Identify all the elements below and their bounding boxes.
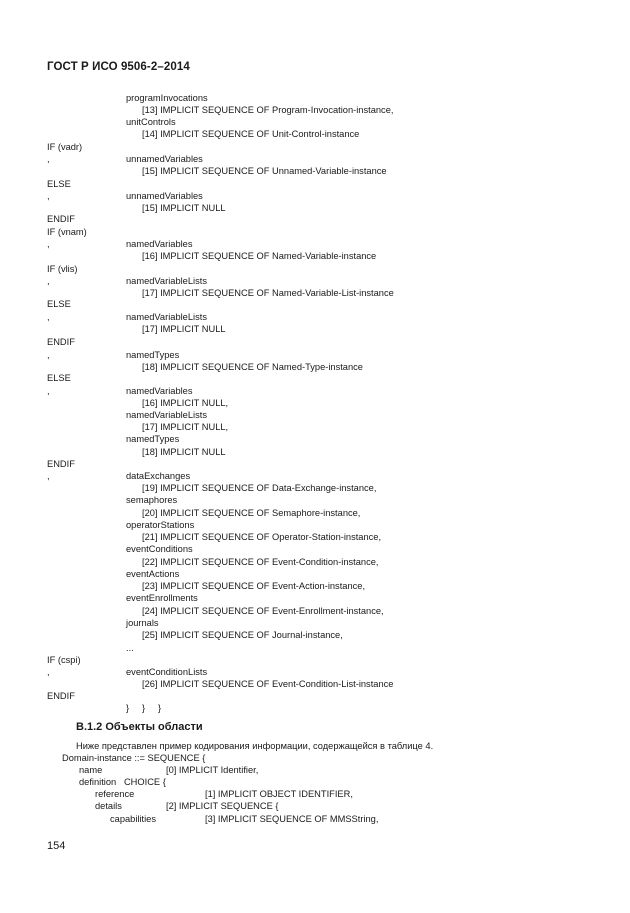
code-line: namedVariableLists bbox=[126, 276, 207, 286]
code-line: [20] IMPLICIT SEQUENCE OF Semaphore-instance, bbox=[142, 508, 361, 518]
code-line: ENDIF bbox=[47, 459, 75, 469]
code-line: , bbox=[47, 191, 50, 201]
section-heading: B.1.2 Объекты области bbox=[76, 721, 203, 733]
code-line: namedVariables bbox=[126, 386, 193, 396]
code-line: dataExchanges bbox=[126, 471, 191, 481]
code-line: [14] IMPLICIT SEQUENCE OF Unit-Control-instance bbox=[142, 129, 360, 139]
code-line: [16] IMPLICIT SEQUENCE OF Named-Variable-instance bbox=[142, 251, 377, 261]
code-line: IF (cspi) bbox=[47, 655, 81, 665]
domain-code-line: name bbox=[79, 765, 103, 775]
code-line: [13] IMPLICIT SEQUENCE OF Program-Invocation-instance, bbox=[142, 105, 394, 115]
code-line: [23] IMPLICIT SEQUENCE OF Event-Action-instance, bbox=[142, 581, 366, 591]
code-line: namedVariables bbox=[126, 239, 193, 249]
code-line: eventConditions bbox=[126, 544, 193, 554]
code-line: [18] IMPLICIT SEQUENCE OF Named-Type-instance bbox=[142, 362, 363, 372]
code-line: [15] IMPLICIT NULL bbox=[142, 203, 226, 213]
code-line: , bbox=[47, 239, 50, 249]
code-line: namedTypes bbox=[126, 434, 180, 444]
code-line: IF (vadr) bbox=[47, 142, 83, 152]
code-line: eventEnrollments bbox=[126, 593, 198, 603]
code-line: [24] IMPLICIT SEQUENCE OF Event-Enrollment-instance, bbox=[142, 606, 384, 616]
domain-code-line: capabilities bbox=[110, 814, 156, 824]
code-line: namedVariableLists bbox=[126, 410, 207, 420]
code-line: [26] IMPLICIT SEQUENCE OF Event-Condition-List-instance bbox=[142, 679, 394, 689]
code-line: [17] IMPLICIT SEQUENCE OF Named-Variable-List-instance bbox=[142, 288, 394, 298]
code-line: [21] IMPLICIT SEQUENCE OF Operator-Station-instance, bbox=[142, 532, 382, 542]
domain-code-line: [1] IMPLICIT OBJECT IDENTIFIER, bbox=[205, 789, 353, 799]
domain-code-line: definition CHOICE { bbox=[79, 777, 166, 787]
code-line: [17] IMPLICIT NULL bbox=[142, 324, 226, 334]
domain-code-line: Domain-instance ::= SEQUENCE { bbox=[62, 753, 206, 763]
code-line: ... bbox=[126, 643, 134, 653]
code-line: unnamedVariables bbox=[126, 154, 203, 164]
code-line: IF (vnam) bbox=[47, 227, 87, 237]
code-line: semaphores bbox=[126, 495, 178, 505]
domain-code-line: reference bbox=[95, 789, 135, 799]
code-line: [18] IMPLICIT NULL bbox=[142, 447, 226, 457]
code-line: programInvocations bbox=[126, 93, 208, 103]
code-line: [15] IMPLICIT SEQUENCE OF Unnamed-Variable-instance bbox=[142, 166, 387, 176]
code-line: [19] IMPLICIT SEQUENCE OF Data-Exchange-instance, bbox=[142, 483, 377, 493]
code-line: ENDIF bbox=[47, 337, 75, 347]
code-line: ELSE bbox=[47, 179, 71, 189]
domain-code-line: [2] IMPLICIT SEQUENCE { bbox=[166, 801, 279, 811]
code-line: [17] IMPLICIT NULL, bbox=[142, 422, 229, 432]
code-line: operatorStations bbox=[126, 520, 195, 530]
code-line: IF (vlis) bbox=[47, 264, 78, 274]
code-line: [22] IMPLICIT SEQUENCE OF Event-Condition-instance, bbox=[142, 557, 379, 567]
code-line: , bbox=[47, 350, 50, 360]
code-line: namedTypes bbox=[126, 350, 180, 360]
code-line: journals bbox=[126, 618, 159, 628]
code-line: ELSE bbox=[47, 373, 71, 383]
code-line: , bbox=[47, 312, 50, 322]
code-line: eventConditionLists bbox=[126, 667, 208, 677]
code-line: ENDIF bbox=[47, 214, 75, 224]
code-line: [25] IMPLICIT SEQUENCE OF Journal-instance, bbox=[142, 630, 343, 640]
code-line: , bbox=[47, 667, 50, 677]
code-line: , bbox=[47, 276, 50, 286]
code-line: } } } bbox=[126, 703, 162, 713]
code-line: ENDIF bbox=[47, 691, 75, 701]
page-header-title: ГОСТ Р ИСО 9506-2–2014 bbox=[47, 61, 190, 73]
code-line: unitControls bbox=[126, 117, 176, 127]
code-line: eventActions bbox=[126, 569, 180, 579]
domain-code-line: [3] IMPLICIT SEQUENCE OF MMSString, bbox=[205, 814, 379, 824]
intro-paragraph: Ниже представлен пример кодирования информации, содержащейся в таблице 4. bbox=[76, 741, 434, 751]
code-line: ELSE bbox=[47, 299, 71, 309]
code-line: [16] IMPLICIT NULL, bbox=[142, 398, 229, 408]
page-number: 154 bbox=[47, 840, 66, 852]
domain-code-line: [0] IMPLICIT Identifier, bbox=[166, 765, 259, 775]
code-line: , bbox=[47, 471, 50, 481]
code-line: , bbox=[47, 154, 50, 164]
code-line: namedVariableLists bbox=[126, 312, 207, 322]
code-line: , bbox=[47, 386, 50, 396]
domain-code-line: details bbox=[95, 801, 122, 811]
code-line: unnamedVariables bbox=[126, 191, 203, 201]
